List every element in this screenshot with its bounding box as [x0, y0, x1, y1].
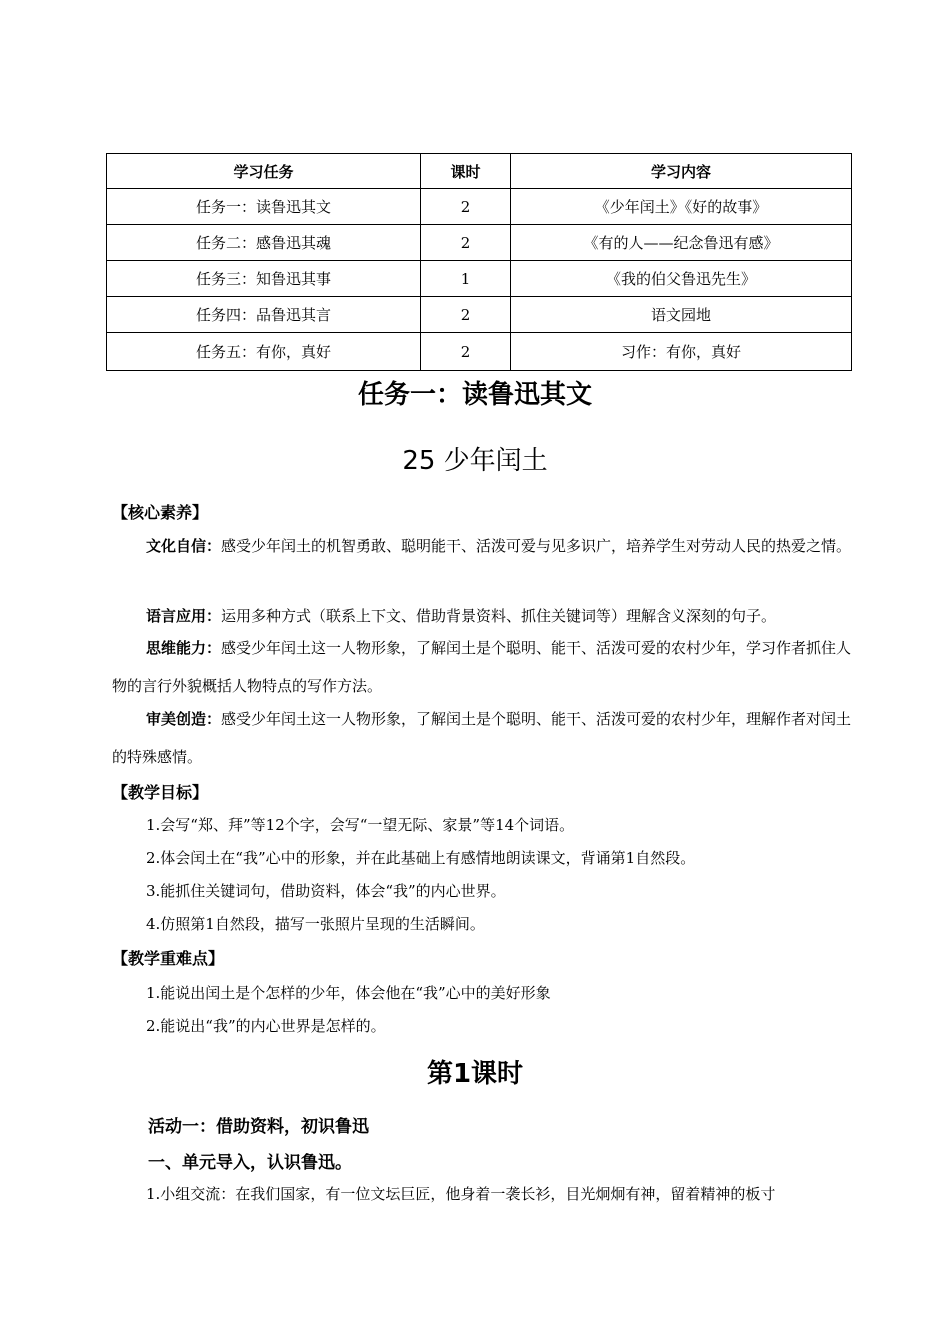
core-item-label: 文化自信： — [146, 537, 222, 555]
core-item-label: 语言应用： — [146, 607, 222, 625]
goal-item: 1.会写“郑、拜”等12个字，会写“一望无际、家景”等14个词语。 — [146, 816, 575, 834]
table-cell: 2 — [421, 333, 511, 371]
core-item-text: 感受少年闰土的机智勇敢、聪明能干、活泼可爱与见多识广，培养学生对劳动人民的热爱之情。 — [221, 537, 852, 555]
core-item-text: 运用多种方式（联系上下文、借助背景资料、抓住关键词等）理解含义深刻的句子。 — [221, 607, 777, 625]
table-row — [107, 333, 852, 371]
table-cell: 任务五：有你，真好 — [107, 333, 421, 371]
table-cell: 2 — [421, 297, 511, 333]
core-literacy-heading: 【核心素养】 — [112, 503, 209, 522]
difficulty-item: 1.能说出闰土是个怎样的少年，体会他在“我”心中的美好形象 — [146, 984, 551, 1002]
goal-item: 2.体会闰土在“我”心中的形象，并在此基础上有感情地朗读课文，背诵第1自然段。 — [146, 849, 696, 867]
table-cell: 《少年闰土》《好的故事》 — [511, 189, 852, 225]
table-cell: 任务二：感鲁迅其魂 — [107, 225, 421, 261]
table-cell: 1 — [421, 261, 511, 297]
core-item-label: 审美创造： — [146, 710, 222, 728]
core-item-text: 感受少年闰土这一人物形象，了解闰土是个聪明、能干、活泼可爱的农村少年，学习作者抓住人物的言行外貌概括人物特点的写作方法。 — [112, 639, 852, 695]
table-cell: 《有的人——纪念鲁迅有感》 — [511, 225, 852, 261]
table-header: 学习任务 — [107, 154, 421, 189]
step-item: 1.小组交流：在我们国家，有一位文坛巨匠，他身着一袭长衫，目光炯炯有神，留着精神的板寸 — [146, 1185, 776, 1203]
core-item-thinking — [112, 629, 860, 705]
table-row — [107, 261, 852, 297]
table-row — [107, 189, 852, 225]
key-difficulties-heading: 【教学重难点】 — [112, 949, 225, 968]
activity-heading: 活动一：借助资料，初识鲁迅 — [148, 1117, 369, 1137]
teaching-goals-heading: 【教学目标】 — [112, 783, 209, 802]
lesson-title: 25 少年闰土 — [402, 446, 548, 476]
goal-item: 4.仿照第1自然段，描写一张照片呈现的生活瞬间。 — [146, 915, 485, 933]
goal-item: 3.能抓住关键词句，借助资料，体会“我”的内心世界。 — [146, 882, 506, 900]
table-cell: 任务四：品鲁迅其言 — [107, 297, 421, 333]
class-period-heading: 第1课时 — [426, 1059, 524, 1089]
table-cell: 语文园地 — [511, 297, 852, 333]
task-table — [106, 153, 852, 371]
core-item-aesthetic — [112, 700, 860, 776]
table-cell: 2 — [421, 225, 511, 261]
table-row — [107, 297, 852, 333]
step-heading: 一、单元导入，认识鲁迅。 — [148, 1153, 352, 1173]
table-header: 课时 — [421, 154, 511, 189]
core-item-culture — [112, 527, 860, 565]
table-cell: 任务一：读鲁迅其文 — [107, 189, 421, 225]
table-cell: 《我的伯父鲁迅先生》 — [511, 261, 852, 297]
table-cell: 任务三：知鲁迅其事 — [107, 261, 421, 297]
difficulty-item: 2.能说出“我”的内心世界是怎样的。 — [146, 1017, 386, 1035]
table-row — [107, 225, 852, 261]
core-item-text: 感受少年闰土这一人物形象，了解闰土是个聪明、能干、活泼可爱的农村少年，理解作者对闰土的特殊感情。 — [112, 710, 852, 766]
table-cell: 2 — [421, 189, 511, 225]
table-cell: 习作：有你，真好 — [511, 333, 852, 371]
table-header: 学习内容 — [511, 154, 852, 189]
task-heading: 任务一：读鲁迅其文 — [357, 380, 592, 410]
table-header-row — [107, 154, 852, 189]
core-item-label: 思维能力： — [146, 639, 222, 657]
